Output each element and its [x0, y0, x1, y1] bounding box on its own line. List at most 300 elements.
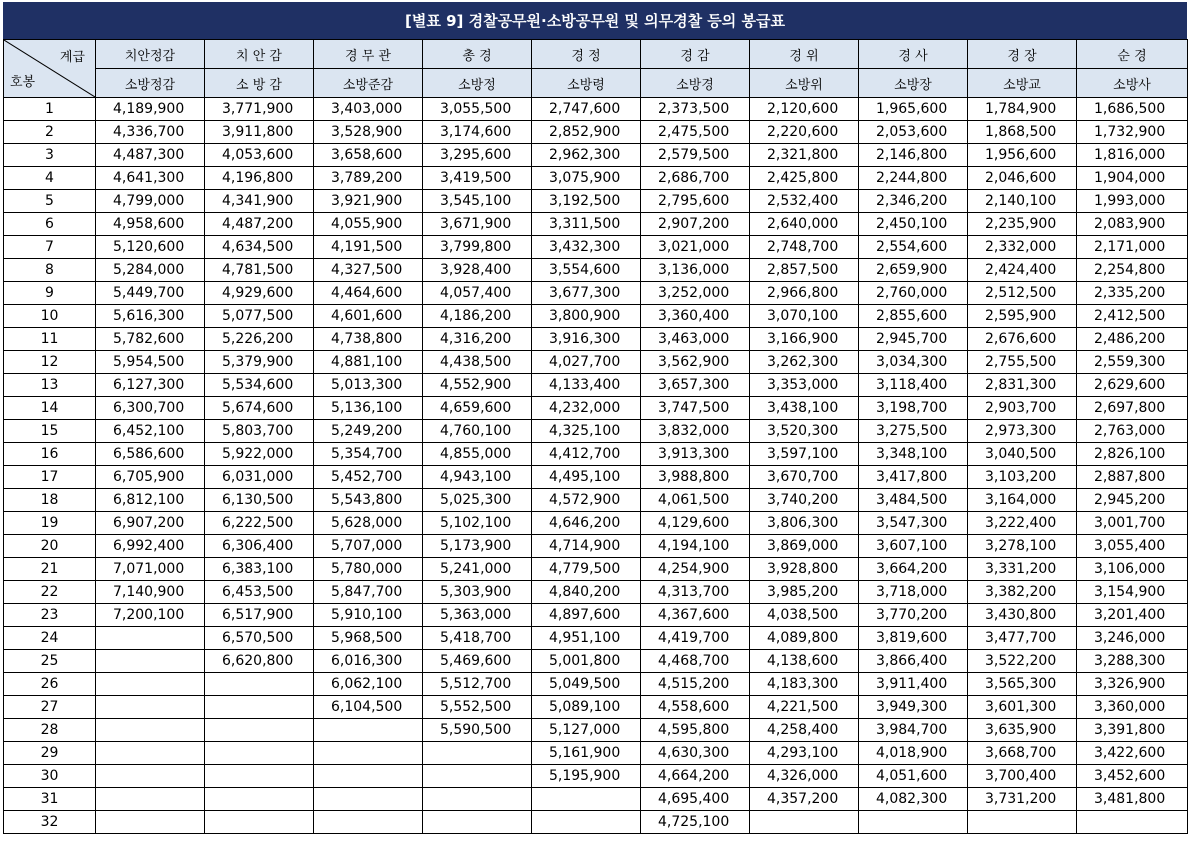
- step-number-cell: 23: [4, 604, 96, 627]
- table-row: [4, 719, 1188, 742]
- step-number-cell: 21: [4, 558, 96, 581]
- salary-cell: 2,053,600: [859, 121, 968, 144]
- salary-cell: [205, 696, 314, 719]
- salary-cell: 4,558,600: [641, 696, 750, 719]
- salary-cell: 5,780,000: [314, 558, 423, 581]
- table-row: [4, 765, 1188, 788]
- salary-cell: 4,357,200: [750, 788, 859, 811]
- salary-cell: 3,771,900: [205, 98, 314, 121]
- header-fire-grade: 소방사: [1077, 69, 1188, 98]
- salary-cell: 3,800,900: [532, 305, 641, 328]
- salary-cell: 3,731,200: [968, 788, 1077, 811]
- salary-cell: 6,222,500: [205, 512, 314, 535]
- salary-cell: 3,106,000: [1077, 558, 1188, 581]
- salary-cell: 2,120,600: [750, 98, 859, 121]
- header-fire-grade: 소 방 감: [205, 69, 314, 98]
- salary-cell: 2,887,800: [1077, 466, 1188, 489]
- salary-cell: 2,945,200: [1077, 489, 1188, 512]
- salary-cell: 3,463,000: [641, 328, 750, 351]
- header-police-grade: 치 안 감: [205, 40, 314, 69]
- salary-cell: 3,747,500: [641, 397, 750, 420]
- salary-cell: 2,146,800: [859, 144, 968, 167]
- salary-cell: 3,331,200: [968, 558, 1077, 581]
- salary-cell: 3,417,800: [859, 466, 968, 489]
- salary-cell: 4,313,700: [641, 581, 750, 604]
- salary-cell: 3,174,600: [423, 121, 532, 144]
- salary-cell: 2,747,600: [532, 98, 641, 121]
- salary-cell: 4,061,500: [641, 489, 750, 512]
- header-fire-grade: 소방령: [532, 69, 641, 98]
- salary-cell: 3,554,600: [532, 259, 641, 282]
- salary-cell: 5,102,100: [423, 512, 532, 535]
- salary-cell: 5,782,600: [96, 328, 205, 351]
- salary-cell: 3,452,600: [1077, 765, 1188, 788]
- salary-cell: 1,965,600: [859, 98, 968, 121]
- salary-cell: 6,812,100: [96, 489, 205, 512]
- step-number-cell: 17: [4, 466, 96, 489]
- salary-cell: 2,559,300: [1077, 351, 1188, 374]
- salary-cell: 1,868,500: [968, 121, 1077, 144]
- salary-cell: 4,438,500: [423, 351, 532, 374]
- salary-cell: 2,450,100: [859, 213, 968, 236]
- salary-cell: 2,795,600: [641, 190, 750, 213]
- salary-cell: 2,486,200: [1077, 328, 1188, 351]
- salary-cell: 3,770,200: [859, 604, 968, 627]
- salary-cell: 3,477,700: [968, 627, 1077, 650]
- header-row-police-grades: [4, 40, 1188, 69]
- salary-cell: 3,166,900: [750, 328, 859, 351]
- salary-cell: 1,993,000: [1077, 190, 1188, 213]
- salary-cell: 5,249,200: [314, 420, 423, 443]
- salary-cell: 2,346,200: [859, 190, 968, 213]
- salary-cell: 6,306,400: [205, 535, 314, 558]
- salary-cell: 3,382,200: [968, 581, 1077, 604]
- salary-table: [3, 39, 1188, 834]
- salary-cell: 6,620,800: [205, 650, 314, 673]
- salary-cell: 6,130,500: [205, 489, 314, 512]
- salary-cell: 2,475,500: [641, 121, 750, 144]
- salary-cell: 4,053,600: [205, 144, 314, 167]
- salary-cell: [205, 765, 314, 788]
- salary-cell: 3,403,000: [314, 98, 423, 121]
- salary-cell: 2,335,200: [1077, 282, 1188, 305]
- salary-cell: 2,640,000: [750, 213, 859, 236]
- salary-cell: [205, 811, 314, 834]
- salary-cell: 4,725,100: [641, 811, 750, 834]
- salary-cell: 3,949,300: [859, 696, 968, 719]
- salary-cell: 4,664,200: [641, 765, 750, 788]
- salary-cell: 2,512,500: [968, 282, 1077, 305]
- salary-cell: 5,303,900: [423, 581, 532, 604]
- salary-cell: 4,412,700: [532, 443, 641, 466]
- salary-cell: 3,819,600: [859, 627, 968, 650]
- salary-cell: 5,954,500: [96, 351, 205, 374]
- salary-cell: 3,545,100: [423, 190, 532, 213]
- salary-cell: 3,832,000: [641, 420, 750, 443]
- step-number-cell: 25: [4, 650, 96, 673]
- table-row: [4, 121, 1188, 144]
- salary-cell: [423, 788, 532, 811]
- salary-cell: 4,714,900: [532, 535, 641, 558]
- header-police-grade: 치안정감: [96, 40, 205, 69]
- step-number-cell: 1: [4, 98, 96, 121]
- salary-cell: 5,241,000: [423, 558, 532, 581]
- salary-cell: 3,391,800: [1077, 719, 1188, 742]
- salary-cell: 3,985,200: [750, 581, 859, 604]
- table-row: [4, 443, 1188, 466]
- table-row: [4, 512, 1188, 535]
- salary-cell: 5,968,500: [314, 627, 423, 650]
- salary-cell: 3,481,800: [1077, 788, 1188, 811]
- salary-cell: 3,055,500: [423, 98, 532, 121]
- salary-cell: 4,325,100: [532, 420, 641, 443]
- table-row: [4, 236, 1188, 259]
- step-number-cell: 19: [4, 512, 96, 535]
- salary-cell: 2,857,500: [750, 259, 859, 282]
- salary-cell: 6,104,500: [314, 696, 423, 719]
- salary-cell: 4,897,600: [532, 604, 641, 627]
- salary-cell: 4,929,600: [205, 282, 314, 305]
- corner-header-cell: [4, 40, 96, 98]
- salary-cell: 5,136,100: [314, 397, 423, 420]
- salary-cell: 5,590,500: [423, 719, 532, 742]
- salary-cell: 4,419,700: [641, 627, 750, 650]
- salary-cell: 5,922,000: [205, 443, 314, 466]
- salary-cell: 7,200,100: [96, 604, 205, 627]
- salary-cell: 6,127,300: [96, 374, 205, 397]
- salary-cell: 3,422,600: [1077, 742, 1188, 765]
- salary-cell: 3,928,800: [750, 558, 859, 581]
- step-number-cell: 11: [4, 328, 96, 351]
- salary-cell: 1,732,900: [1077, 121, 1188, 144]
- salary-cell: [96, 673, 205, 696]
- salary-cell: 2,852,900: [532, 121, 641, 144]
- salary-cell: 3,984,700: [859, 719, 968, 742]
- salary-cell: [96, 765, 205, 788]
- salary-cell: [96, 811, 205, 834]
- salary-cell: 3,522,200: [968, 650, 1077, 673]
- salary-cell: 2,748,700: [750, 236, 859, 259]
- salary-cell: 2,659,900: [859, 259, 968, 282]
- salary-cell: 5,001,800: [532, 650, 641, 673]
- salary-cell: 4,840,200: [532, 581, 641, 604]
- salary-cell: 3,911,400: [859, 673, 968, 696]
- salary-cell: 4,051,600: [859, 765, 968, 788]
- salary-cell: [750, 811, 859, 834]
- salary-cell: 3,311,500: [532, 213, 641, 236]
- salary-cell: [96, 650, 205, 673]
- table-body: [4, 98, 1188, 834]
- salary-cell: 4,341,900: [205, 190, 314, 213]
- step-number-cell: 31: [4, 788, 96, 811]
- salary-cell: 2,903,700: [968, 397, 1077, 420]
- salary-cell: 4,487,200: [205, 213, 314, 236]
- salary-cell: 3,154,900: [1077, 581, 1188, 604]
- table-row: [4, 144, 1188, 167]
- step-number-cell: 29: [4, 742, 96, 765]
- salary-cell: 3,001,700: [1077, 512, 1188, 535]
- table-row: [4, 788, 1188, 811]
- salary-cell: 4,186,200: [423, 305, 532, 328]
- table-title: [별표 9] 경찰공무원·소방공무원 및 의무경찰 등의 봉급표: [3, 2, 1187, 39]
- corner-label-step: 호봉: [10, 75, 36, 90]
- salary-cell: [532, 788, 641, 811]
- salary-cell: 7,140,900: [96, 581, 205, 604]
- salary-cell: 6,016,300: [314, 650, 423, 673]
- corner-label-grade: 계급: [59, 50, 85, 65]
- step-number-cell: 7: [4, 236, 96, 259]
- header-fire-grade: 소방교: [968, 69, 1077, 98]
- salary-cell: 2,966,800: [750, 282, 859, 305]
- salary-cell: 3,198,700: [859, 397, 968, 420]
- step-number-cell: 20: [4, 535, 96, 558]
- salary-cell: 4,495,100: [532, 466, 641, 489]
- salary-cell: 2,424,400: [968, 259, 1077, 282]
- salary-cell: 4,293,100: [750, 742, 859, 765]
- table-row: [4, 190, 1188, 213]
- salary-cell: [423, 765, 532, 788]
- salary-cell: 3,677,300: [532, 282, 641, 305]
- salary-cell: 4,258,400: [750, 719, 859, 742]
- step-number-cell: 4: [4, 167, 96, 190]
- salary-cell: 2,697,800: [1077, 397, 1188, 420]
- salary-cell: 4,943,100: [423, 466, 532, 489]
- salary-cell: 4,189,900: [96, 98, 205, 121]
- step-number-cell: 2: [4, 121, 96, 144]
- salary-cell: 4,191,500: [314, 236, 423, 259]
- step-number-cell: 13: [4, 374, 96, 397]
- salary-cell: [314, 811, 423, 834]
- salary-cell: 3,034,300: [859, 351, 968, 374]
- salary-cell: 2,755,500: [968, 351, 1077, 374]
- header-police-grade: 경 위: [750, 40, 859, 69]
- salary-cell: 3,432,300: [532, 236, 641, 259]
- salary-cell: 3,928,400: [423, 259, 532, 282]
- step-number-cell: 18: [4, 489, 96, 512]
- salary-cell: 3,520,300: [750, 420, 859, 443]
- salary-cell: 3,921,900: [314, 190, 423, 213]
- salary-cell: 5,379,900: [205, 351, 314, 374]
- salary-cell: 3,278,100: [968, 535, 1077, 558]
- salary-cell: 2,973,300: [968, 420, 1077, 443]
- salary-cell: 1,904,000: [1077, 167, 1188, 190]
- salary-cell: 5,469,600: [423, 650, 532, 673]
- salary-cell: 3,438,100: [750, 397, 859, 420]
- salary-cell: 3,118,400: [859, 374, 968, 397]
- salary-cell: 4,055,900: [314, 213, 423, 236]
- salary-cell: 4,183,300: [750, 673, 859, 696]
- salary-cell: 4,367,600: [641, 604, 750, 627]
- salary-cell: 5,707,000: [314, 535, 423, 558]
- salary-cell: 2,083,900: [1077, 213, 1188, 236]
- salary-cell: 3,607,100: [859, 535, 968, 558]
- salary-cell: 3,866,400: [859, 650, 968, 673]
- salary-cell: 2,532,400: [750, 190, 859, 213]
- salary-cell: 5,195,900: [532, 765, 641, 788]
- salary-cell: 4,129,600: [641, 512, 750, 535]
- salary-cell: 5,173,900: [423, 535, 532, 558]
- salary-cell: 2,760,000: [859, 282, 968, 305]
- header-fire-grade: 소방경: [641, 69, 750, 98]
- salary-cell: 4,232,000: [532, 397, 641, 420]
- salary-cell: [1077, 811, 1188, 834]
- salary-cell: 4,196,800: [205, 167, 314, 190]
- salary-cell: 4,695,400: [641, 788, 750, 811]
- salary-cell: 3,658,600: [314, 144, 423, 167]
- salary-cell: 3,657,300: [641, 374, 750, 397]
- salary-cell: 3,419,500: [423, 167, 532, 190]
- salary-cell: 5,354,700: [314, 443, 423, 466]
- header-police-grade: 총 경: [423, 40, 532, 69]
- salary-cell: [96, 627, 205, 650]
- salary-cell: 3,252,000: [641, 282, 750, 305]
- salary-cell: [96, 788, 205, 811]
- salary-cell: 5,226,200: [205, 328, 314, 351]
- salary-cell: 3,262,300: [750, 351, 859, 374]
- salary-cell: 3,869,000: [750, 535, 859, 558]
- step-number-cell: 10: [4, 305, 96, 328]
- salary-cell: 6,907,200: [96, 512, 205, 535]
- salary-cell: 2,140,100: [968, 190, 1077, 213]
- salary-cell: 4,194,100: [641, 535, 750, 558]
- salary-cell: 5,013,300: [314, 374, 423, 397]
- salary-cell: 5,512,700: [423, 673, 532, 696]
- salary-cell: 1,784,900: [968, 98, 1077, 121]
- salary-cell: [314, 742, 423, 765]
- header-police-grade: 경 무 관: [314, 40, 423, 69]
- salary-cell: [96, 719, 205, 742]
- salary-cell: 6,383,100: [205, 558, 314, 581]
- table-row: [4, 604, 1188, 627]
- header-fire-grade: 소방정: [423, 69, 532, 98]
- salary-cell: 3,635,900: [968, 719, 1077, 742]
- salary-cell: 4,659,600: [423, 397, 532, 420]
- header-fire-grade: 소방위: [750, 69, 859, 98]
- salary-cell: 2,321,800: [750, 144, 859, 167]
- salary-cell: 3,740,200: [750, 489, 859, 512]
- salary-cell: 2,629,600: [1077, 374, 1188, 397]
- salary-cell: 4,951,100: [532, 627, 641, 650]
- salary-cell: 4,254,900: [641, 558, 750, 581]
- header-police-grade: 경 정: [532, 40, 641, 69]
- salary-cell: 3,988,800: [641, 466, 750, 489]
- salary-cell: 3,799,800: [423, 236, 532, 259]
- step-number-cell: 5: [4, 190, 96, 213]
- salary-cell: 3,670,700: [750, 466, 859, 489]
- salary-cell: 3,430,800: [968, 604, 1077, 627]
- salary-cell: [96, 742, 205, 765]
- salary-cell: 5,803,700: [205, 420, 314, 443]
- salary-cell: 3,562,900: [641, 351, 750, 374]
- salary-cell: 3,201,400: [1077, 604, 1188, 627]
- salary-table-document: [3, 2, 1187, 834]
- salary-cell: 3,348,100: [859, 443, 968, 466]
- table-row: [4, 581, 1188, 604]
- salary-cell: 5,077,500: [205, 305, 314, 328]
- header-fire-grade: 소방장: [859, 69, 968, 98]
- salary-cell: 3,597,100: [750, 443, 859, 466]
- header-police-grade: 경 감: [641, 40, 750, 69]
- table-row: [4, 627, 1188, 650]
- salary-cell: [532, 811, 641, 834]
- salary-cell: 5,089,100: [532, 696, 641, 719]
- salary-cell: 2,554,600: [859, 236, 968, 259]
- salary-cell: 6,031,000: [205, 466, 314, 489]
- salary-cell: 3,484,500: [859, 489, 968, 512]
- salary-cell: 3,916,300: [532, 328, 641, 351]
- salary-cell: 3,664,200: [859, 558, 968, 581]
- salary-cell: 4,133,400: [532, 374, 641, 397]
- salary-cell: [96, 696, 205, 719]
- step-number-cell: 26: [4, 673, 96, 696]
- salary-cell: 4,515,200: [641, 673, 750, 696]
- salary-cell: 3,360,400: [641, 305, 750, 328]
- step-number-cell: 27: [4, 696, 96, 719]
- salary-cell: 3,192,500: [532, 190, 641, 213]
- salary-cell: 5,363,000: [423, 604, 532, 627]
- salary-cell: 3,668,700: [968, 742, 1077, 765]
- salary-cell: 3,700,400: [968, 765, 1077, 788]
- table-row: [4, 328, 1188, 351]
- table-row: [4, 397, 1188, 420]
- salary-cell: 4,781,500: [205, 259, 314, 282]
- salary-cell: 4,038,500: [750, 604, 859, 627]
- salary-cell: 2,595,900: [968, 305, 1077, 328]
- salary-cell: 2,425,800: [750, 167, 859, 190]
- salary-cell: 4,572,900: [532, 489, 641, 512]
- salary-cell: [859, 811, 968, 834]
- salary-cell: 4,018,900: [859, 742, 968, 765]
- salary-cell: 5,552,500: [423, 696, 532, 719]
- salary-cell: 5,847,700: [314, 581, 423, 604]
- salary-cell: 6,062,100: [314, 673, 423, 696]
- header-police-grade: 경 장: [968, 40, 1077, 69]
- table-row: [4, 696, 1188, 719]
- step-number-cell: 30: [4, 765, 96, 788]
- salary-cell: 3,601,300: [968, 696, 1077, 719]
- salary-cell: [205, 719, 314, 742]
- salary-cell: 2,332,000: [968, 236, 1077, 259]
- salary-cell: 3,055,400: [1077, 535, 1188, 558]
- salary-cell: 4,958,600: [96, 213, 205, 236]
- salary-cell: 3,326,900: [1077, 673, 1188, 696]
- table-row: [4, 351, 1188, 374]
- table-row: [4, 213, 1188, 236]
- salary-cell: 3,671,900: [423, 213, 532, 236]
- table-row: [4, 489, 1188, 512]
- salary-cell: 5,543,800: [314, 489, 423, 512]
- table-row: [4, 742, 1188, 765]
- header-police-grade: 순 경: [1077, 40, 1188, 69]
- table-row: [4, 305, 1188, 328]
- salary-cell: 5,616,300: [96, 305, 205, 328]
- salary-cell: 2,763,000: [1077, 420, 1188, 443]
- salary-cell: 3,075,900: [532, 167, 641, 190]
- salary-cell: 4,057,400: [423, 282, 532, 305]
- salary-cell: 3,353,000: [750, 374, 859, 397]
- salary-cell: 5,452,700: [314, 466, 423, 489]
- table-row: [4, 259, 1188, 282]
- table-row: [4, 673, 1188, 696]
- salary-cell: 4,881,100: [314, 351, 423, 374]
- salary-cell: 5,049,500: [532, 673, 641, 696]
- step-number-cell: 24: [4, 627, 96, 650]
- salary-cell: 6,453,500: [205, 581, 314, 604]
- salary-cell: 4,336,700: [96, 121, 205, 144]
- salary-cell: 5,534,600: [205, 374, 314, 397]
- table-row: [4, 535, 1188, 558]
- salary-cell: 2,831,300: [968, 374, 1077, 397]
